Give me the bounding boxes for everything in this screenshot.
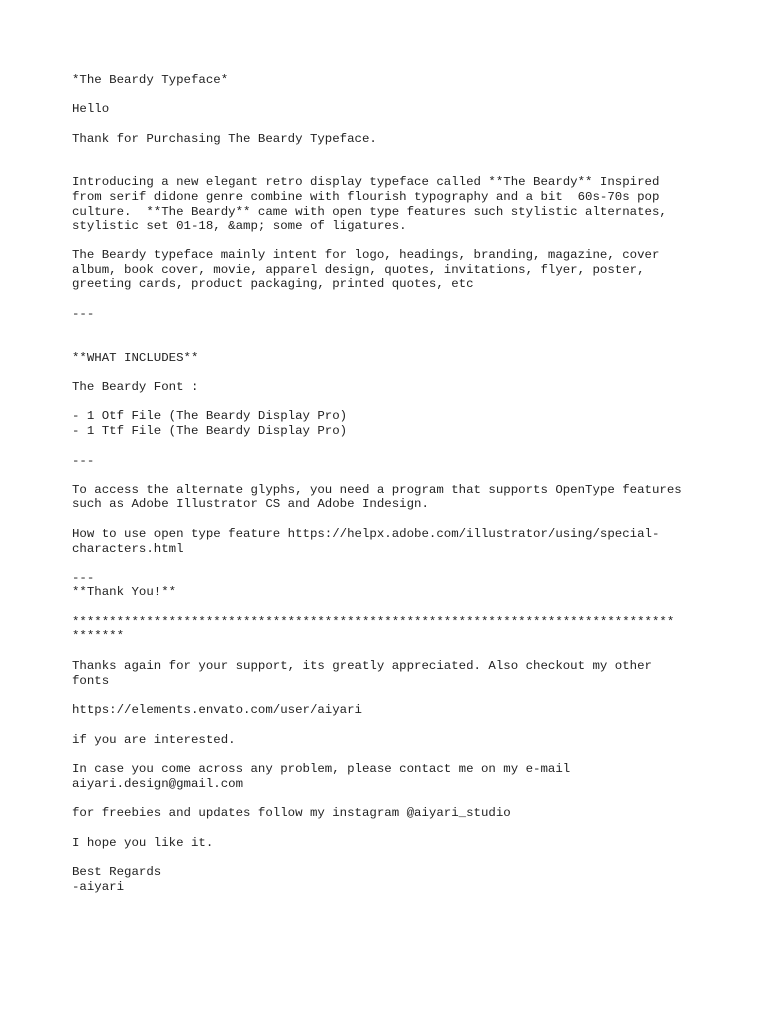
document-title: *The Beardy Typeface*: [72, 73, 229, 87]
usage-paragraph-line: The Beardy typeface mainly intent for logo, headings, branding, magazine, cover: [72, 248, 660, 262]
file-list-item: - 1 Ttf File (The Beardy Display Pro): [72, 424, 348, 438]
email-link[interactable]: aiyari.design@gmail.com: [72, 777, 244, 791]
file-list-item: - 1 Otf File (The Beardy Display Pro): [72, 409, 348, 423]
support-paragraph-line: Thanks again for your support, its greatly appreciated. Also checkout my other: [72, 659, 652, 673]
glyphs-paragraph-line: such as Adobe Illustrator CS and Adobe Indesign.: [72, 497, 429, 511]
signoff-line: Best Regards: [72, 865, 162, 879]
intro-paragraph-line: from serif didone genre combine with flourish typography and a bit 60s-70s pop: [72, 190, 660, 204]
glyphs-paragraph-line: To access the alternate glyphs, you need a program that supports OpenType features: [72, 483, 682, 497]
intro-paragraph-line: stylistic set 01-18, &amp; some of ligatures.: [72, 219, 407, 233]
usage-paragraph-line: greeting cards, product packaging, printed quotes, etc: [72, 277, 474, 291]
intro-paragraph-line: culture. **The Beardy** came with open type features such stylistic alternates,: [72, 205, 667, 219]
opentype-help-link[interactable]: How to use open type feature https://helpx.adobe.com/illustrator/using/special-: [72, 527, 660, 541]
thank-you-heading: **Thank You!**: [72, 585, 177, 599]
usage-paragraph-line: album, book cover, movie, apparel design, quotes, invitations, flyer, poster,: [72, 263, 645, 277]
thanks-line: Thank for Purchasing The Beardy Typeface.: [72, 132, 377, 146]
opentype-help-link[interactable]: characters.html: [72, 542, 184, 556]
signature-line: -aiyari: [72, 880, 125, 894]
font-label: The Beardy Font :: [72, 380, 199, 394]
intro-paragraph-line: Introducing a new elegant retro display typeface called **The Beardy** Inspired: [72, 175, 660, 189]
section-divider: ---: [72, 454, 95, 468]
support-paragraph-line: fonts: [72, 674, 110, 688]
includes-heading: **WHAT INCLUDES**: [72, 351, 199, 365]
section-divider: ---: [72, 307, 95, 321]
interest-line: if you are interested.: [72, 733, 236, 747]
envato-profile-link[interactable]: https://elements.envato.com/user/aiyari: [72, 703, 362, 717]
instagram-line: for freebies and updates follow my instagram @aiyari_studio: [72, 806, 511, 820]
closing-line: I hope you like it.: [72, 836, 214, 850]
asterisk-rule: *******: [72, 629, 125, 643]
greeting-line: Hello: [72, 102, 110, 116]
contact-line: In case you come across any problem, please contact me on my e-mail: [72, 762, 571, 776]
section-divider: ---: [72, 571, 95, 585]
asterisk-rule: *********************************************************************************: [72, 615, 675, 629]
